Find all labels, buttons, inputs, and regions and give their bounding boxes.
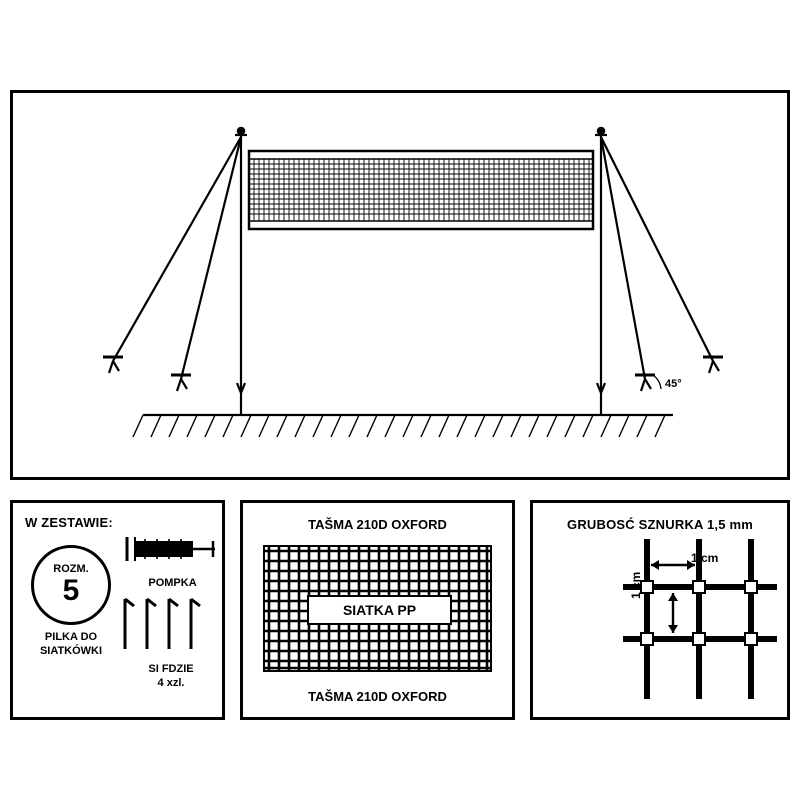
main-diagram-panel bbox=[10, 90, 790, 480]
pump-icon bbox=[135, 541, 193, 557]
panel-included-items bbox=[10, 500, 225, 720]
tape-bottom-label: TAŠMA 210D OXFORD bbox=[308, 689, 447, 704]
guy-rope-left-inner bbox=[181, 137, 241, 379]
angle-label: 45° bbox=[665, 378, 682, 390]
ball-size-value: 5 bbox=[62, 573, 80, 607]
tape-top-label: TAŠMA 210D OXFORD bbox=[308, 517, 447, 532]
pegs-icon bbox=[125, 599, 200, 649]
pegs-label-line2: 4 xzl. bbox=[157, 676, 185, 689]
net-setup-illustration bbox=[13, 93, 787, 477]
width-dimension-arrow bbox=[651, 560, 695, 570]
panel-cord-thickness bbox=[530, 500, 790, 720]
pegs-label-line1: SI FDZIE bbox=[148, 663, 194, 675]
guy-rope-right-outer bbox=[601, 137, 713, 361]
guy-rope-right-inner bbox=[601, 137, 645, 379]
net-frame bbox=[249, 151, 593, 229]
panel-included-title: W ZESTAWIE: bbox=[25, 515, 113, 530]
panel-mesh-material bbox=[240, 500, 515, 720]
height-dimension-arrow bbox=[668, 593, 678, 633]
pole-base-arrows bbox=[237, 383, 605, 393]
ball-caption-line2: SIATKÓWKI bbox=[39, 644, 103, 657]
guy-rope-left-outer bbox=[113, 137, 241, 361]
angle-arc bbox=[653, 375, 661, 389]
mesh-type-label: SIATKA PP bbox=[307, 595, 452, 625]
cord-panel-title: GRUBOSĆ SZNURKA 1,5 mm bbox=[567, 517, 753, 532]
ball-caption-line1: PILKA DO bbox=[44, 631, 98, 643]
cord-detail-illustration bbox=[533, 503, 787, 717]
ball-size-label: ROZM. bbox=[53, 562, 89, 575]
pump-label: POMPKA bbox=[148, 577, 197, 589]
cord-width-label: 1 cm bbox=[691, 551, 719, 565]
cord-height-label: 1 cm bbox=[629, 571, 643, 599]
pegs-label bbox=[121, 663, 221, 691]
